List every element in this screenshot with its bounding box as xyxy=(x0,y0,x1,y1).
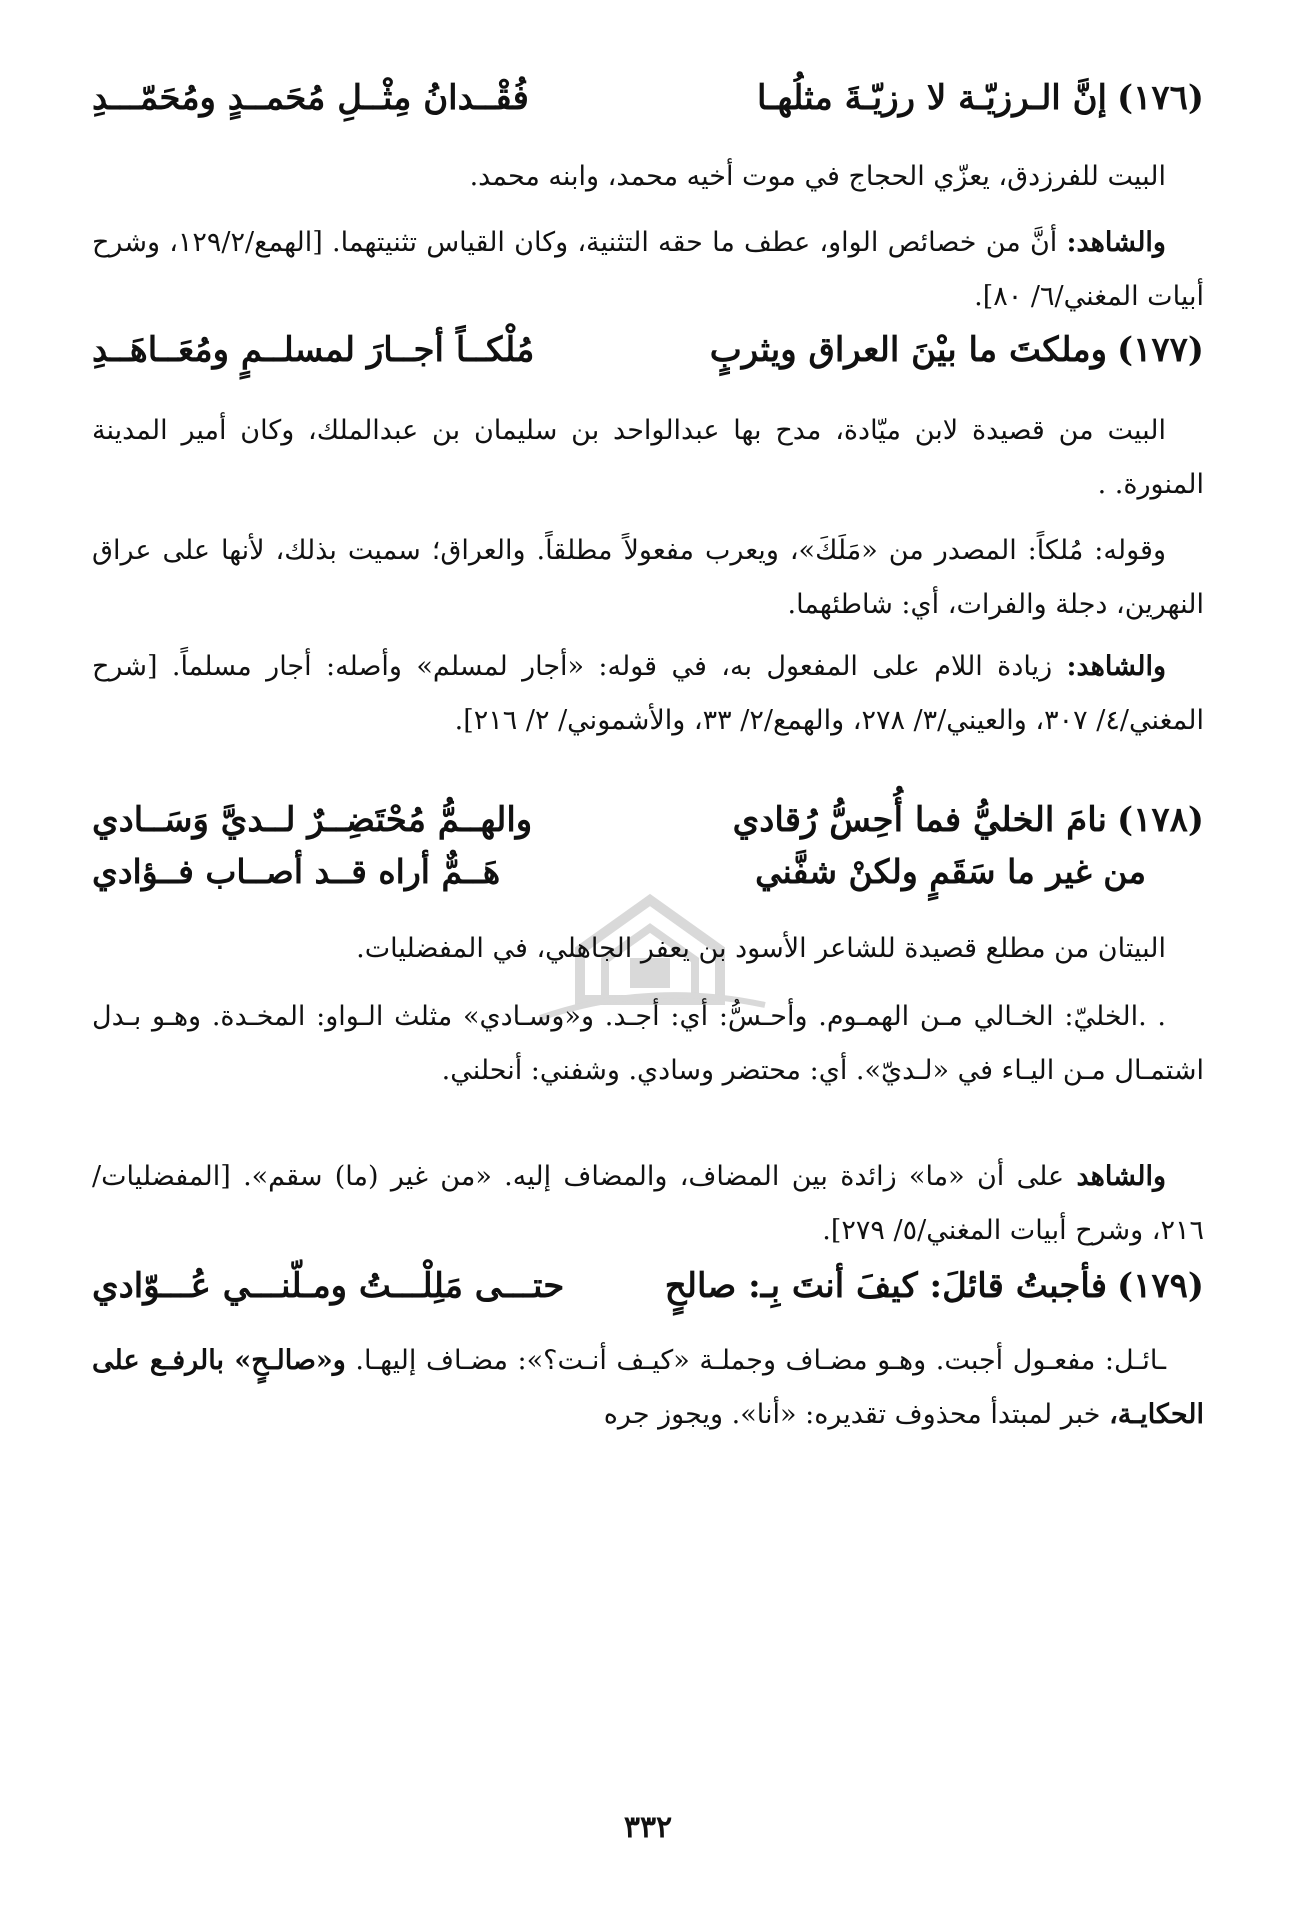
emphasis-text: و«صالـحٍ» بالرفـع على الحكايـة، xyxy=(92,1345,1204,1430)
verse-hemistich-second: والهــمُّ مُحْتَضِــرٌ لــديَّ وَسَــادي xyxy=(92,800,533,840)
verse-hemistich-second: حتـــى مَلِلْـــتُ ومـلّنـــي عُـــوّادي xyxy=(92,1266,565,1306)
verse-hemistich-first: من غير ما سَقَمٍ ولكنْ شفَّني xyxy=(755,852,1146,891)
verse-178-line-2 xyxy=(92,852,1146,891)
paragraph-text: ـائـل: مفعـول أجبت. وهـو مضـاف وجملـة «كيـف أنـت؟»: مضـاف إليهـا. xyxy=(355,1345,1166,1376)
paragraph-prefix: . . xyxy=(1138,1001,1166,1032)
verse-hemistich-second: مُلْكــاً أجــارَ لمسلــمٍ ومُعَــاهَــدِ xyxy=(92,330,535,370)
verse-number: (١٧٨) xyxy=(1117,800,1204,840)
shahid-label: والشاهد: xyxy=(1066,651,1166,682)
paragraph-text: زيادة اللام على المفعول به، في قوله: «أجار لمسلم» وأصله: أجار مسلماً. [شرح المغني/٤/ ٣٠٧، والعيني/٣/ ٢٧٨، والهمع/٢/ ٣٣، والأشموني/ ٢/ ٢١٦]. xyxy=(92,651,1204,736)
shahid-label: والشاهد: xyxy=(1066,227,1166,258)
paragraph xyxy=(92,524,1204,632)
paragraph-text: البيت من قصيدة لابن ميّادة، مدح بها عبدالواحد بن سليمان بن عبدالملك، وكان أمير المدينة المنورة. . xyxy=(92,415,1204,500)
paragraph-shahid xyxy=(92,1150,1204,1258)
verse-hemistich-first: نامَ الخليُّ فما أُحِسُّ رُقادي xyxy=(732,800,1108,840)
paragraph-text: أنَّ من خصائص الواو، عطف ما حقه التثنية، وكان القياس تثنيتهما. [الهمع/١٢٩/٢، وشرح أبيات المغني/٦/ ٨٠]. xyxy=(92,227,1204,312)
paragraph xyxy=(92,150,1204,204)
verse-179 xyxy=(92,1266,1204,1306)
verse-176 xyxy=(92,78,1204,118)
verse-hemistich-first: فأجبتُ قائلَ: كيفَ أنتَ بِـ: صالحٍ xyxy=(664,1266,1108,1306)
paragraph xyxy=(92,922,1204,976)
paragraph xyxy=(92,1334,1204,1442)
verse-hemistich-first: إنَّ الـرزيّـة لا رزيّـةَ مثلُهـا xyxy=(757,78,1108,118)
verse-178-line-1 xyxy=(92,800,1204,840)
paragraph xyxy=(92,404,1204,512)
paragraph-text: البيت للفرزدق، يعزّي الحجاج في موت أخيه محمد، وابنه محمد. xyxy=(469,161,1166,192)
verse-hemistich-first: وملكتَ ما بيْنَ العراق ويثربٍ xyxy=(709,330,1108,370)
verse-hemistich-second: هَــمٌّ أراه قــد أصــاب فــؤادي xyxy=(92,852,501,891)
verse-hemistich-second: فُقْــدانُ مِثْــلِ مُحَمــدٍ ومُحَمّـــدِ xyxy=(92,78,529,118)
paragraph-text: البيتان من مطلع قصيدة للشاعر الأسود بن يعفر الجاهلي، في المفضليات. xyxy=(356,933,1166,964)
paragraph-text: وقوله: مُلكاً: المصدر من «مَلَكَ»، ويعرب مفعولاً مطلقاً. والعراق؛ سميت بذلك، لأنها على عراق النهرين، دجلة والفرات، أي: شاطئهما. xyxy=(92,535,1204,620)
paragraph-text: الخليّ: الخـالي مـن الهمـوم. وأحـسُّ: أي: أجـد. و«وسـادي» مثلث الـواو: المخـدة. وهـو بـدل اشتمـال مـن اليـاء في «لـديّ». أي: محتضر وسادي. وشفني: أنحلني. xyxy=(92,1001,1204,1086)
paragraph-text: خبر لمبتدأ محذوف تقديره: «أنا». ويجوز جره xyxy=(603,1399,1101,1430)
paragraph xyxy=(92,990,1204,1098)
verse-number: (١٧٦) xyxy=(1117,78,1204,118)
page-number: ٣٣٢ xyxy=(623,1810,673,1845)
verse-number: (١٧٧) xyxy=(1117,330,1204,370)
paragraph-text: على أن «ما» زائدة بين المضاف، والمضاف إليه. «من غير (ما) سقم». [المفضليات/٢١٦، وشرح أبيات المغني/٥/ ٢٧٩]. xyxy=(92,1161,1204,1246)
verse-number: (١٧٩) xyxy=(1117,1266,1204,1306)
paragraph-shahid xyxy=(92,216,1204,324)
shahid-label: والشاهد xyxy=(1076,1161,1166,1192)
paragraph-shahid xyxy=(92,640,1204,748)
verse-177 xyxy=(92,330,1204,370)
